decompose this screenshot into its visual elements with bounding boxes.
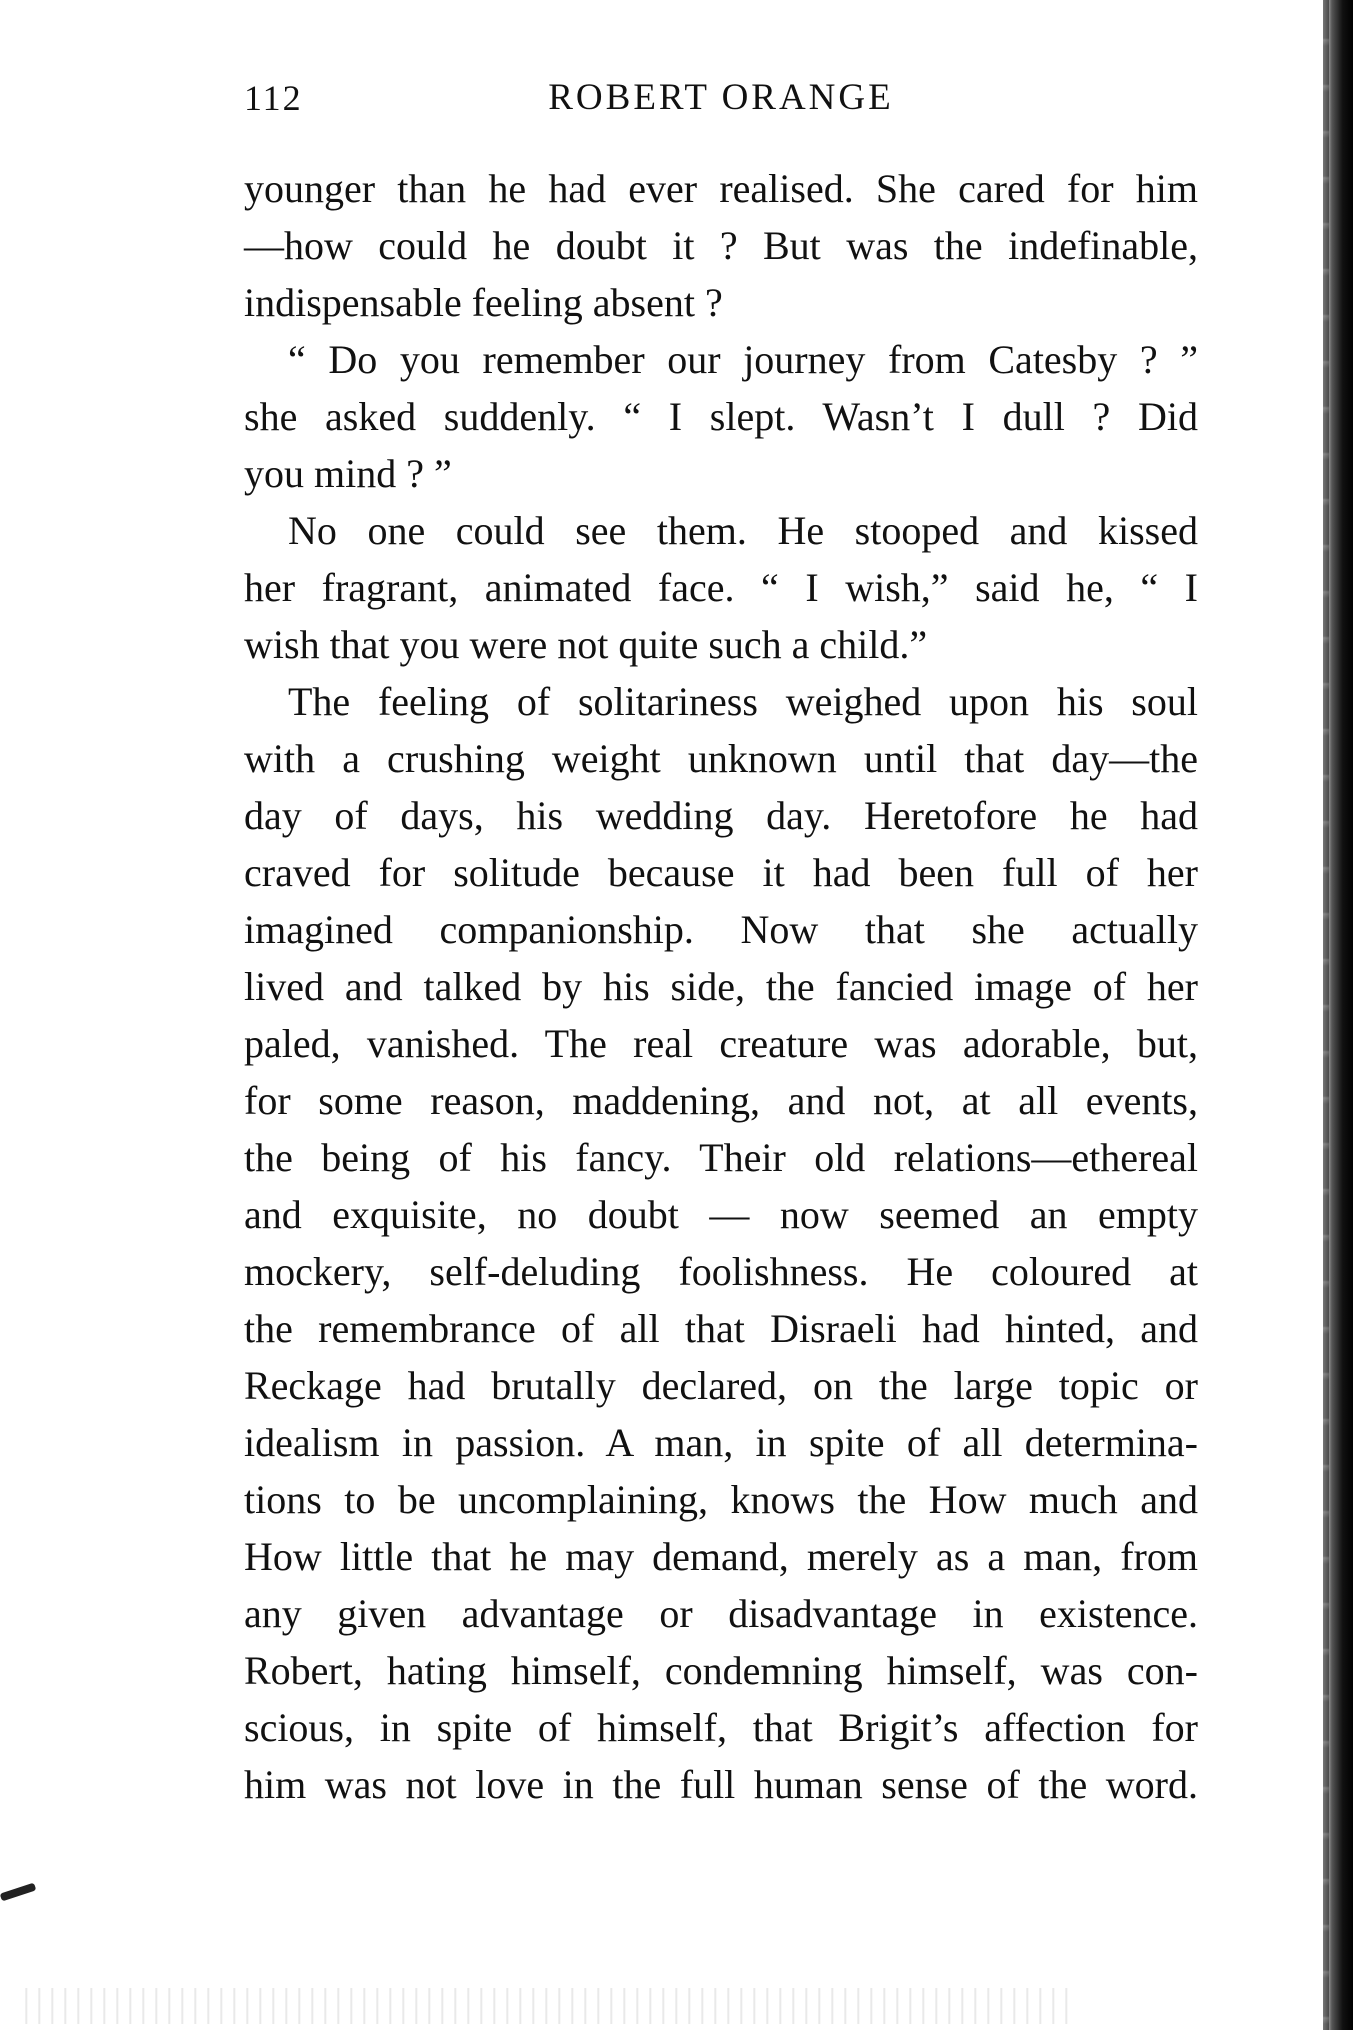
margin-ink-mark [0, 1883, 36, 1902]
text-line: mockery, self-deluding foolishness. He coloured at [244, 1249, 1198, 1294]
text-line: the remembrance of all that Disraeli had hinted, and [244, 1306, 1198, 1351]
text-line: for some reason, maddening, and not, at all events, [244, 1078, 1198, 1123]
text-line: her fragrant, animated face. “ I wish,” said he, “ I [244, 565, 1198, 610]
text-line: day of days, his wedding day. Heretofore he had [244, 793, 1198, 838]
text-line: you mind ? ” [244, 451, 452, 496]
text-line: “ Do you remember our journey from Catesby ? ” [288, 337, 1198, 382]
text-line: she asked suddenly. “ I slept. Wasn’t I dull ? Did [244, 394, 1198, 439]
text-line: the being of his fancy. Their old relations—ethereal [244, 1135, 1198, 1180]
text-line: him was not love in the full human sense of the word. [244, 1762, 1198, 1807]
binding-edge [1323, 0, 1329, 2030]
text-line: Reckage had brutally declared, on the large topic or [244, 1363, 1198, 1408]
text-line: How little that he may demand, merely as a man, from [244, 1534, 1198, 1579]
text-line: with a crushing weight unknown until that day—the [244, 736, 1198, 781]
page-number: 112 [244, 78, 303, 118]
text-line: Robert, hating himself, condemning himself, was con- [244, 1648, 1198, 1693]
text-line: any given advantage or disadvantage in existence. [244, 1591, 1198, 1636]
text-line: The feeling of solitariness weighed upon his soul [288, 679, 1198, 724]
text-line: lived and talked by his side, the fancied image of her [244, 964, 1198, 1009]
scan-speckle [20, 1988, 1070, 2024]
text-line: indispensable feeling absent ? [244, 280, 723, 325]
text-line: tions to be uncomplaining, knows the How much and [244, 1477, 1198, 1522]
text-line: imagined companionship. Now that she actually [244, 907, 1198, 952]
text-line: paled, vanished. The real creature was adorable, but, [244, 1021, 1198, 1066]
body-text [244, 160, 1198, 1813]
text-line: craved for solitude because it had been full of her [244, 850, 1198, 895]
text-line: idealism in passion. A man, in spite of all determina- [244, 1420, 1198, 1465]
text-line: and exquisite, no doubt — now seemed an empty [244, 1192, 1198, 1237]
text-line: younger than he had ever realised. She cared for him [244, 166, 1198, 211]
running-head [244, 70, 1198, 126]
text-line: —how could he doubt it ? But was the indefinable, [244, 223, 1198, 268]
text-line: wish that you were not quite such a child.” [244, 622, 928, 667]
text-line: No one could see them. He stooped and kissed [288, 508, 1198, 553]
running-title: ROBERT ORANGE [548, 77, 894, 118]
text-line: scious, in spite of himself, that Brigit’s affection for [244, 1705, 1198, 1750]
